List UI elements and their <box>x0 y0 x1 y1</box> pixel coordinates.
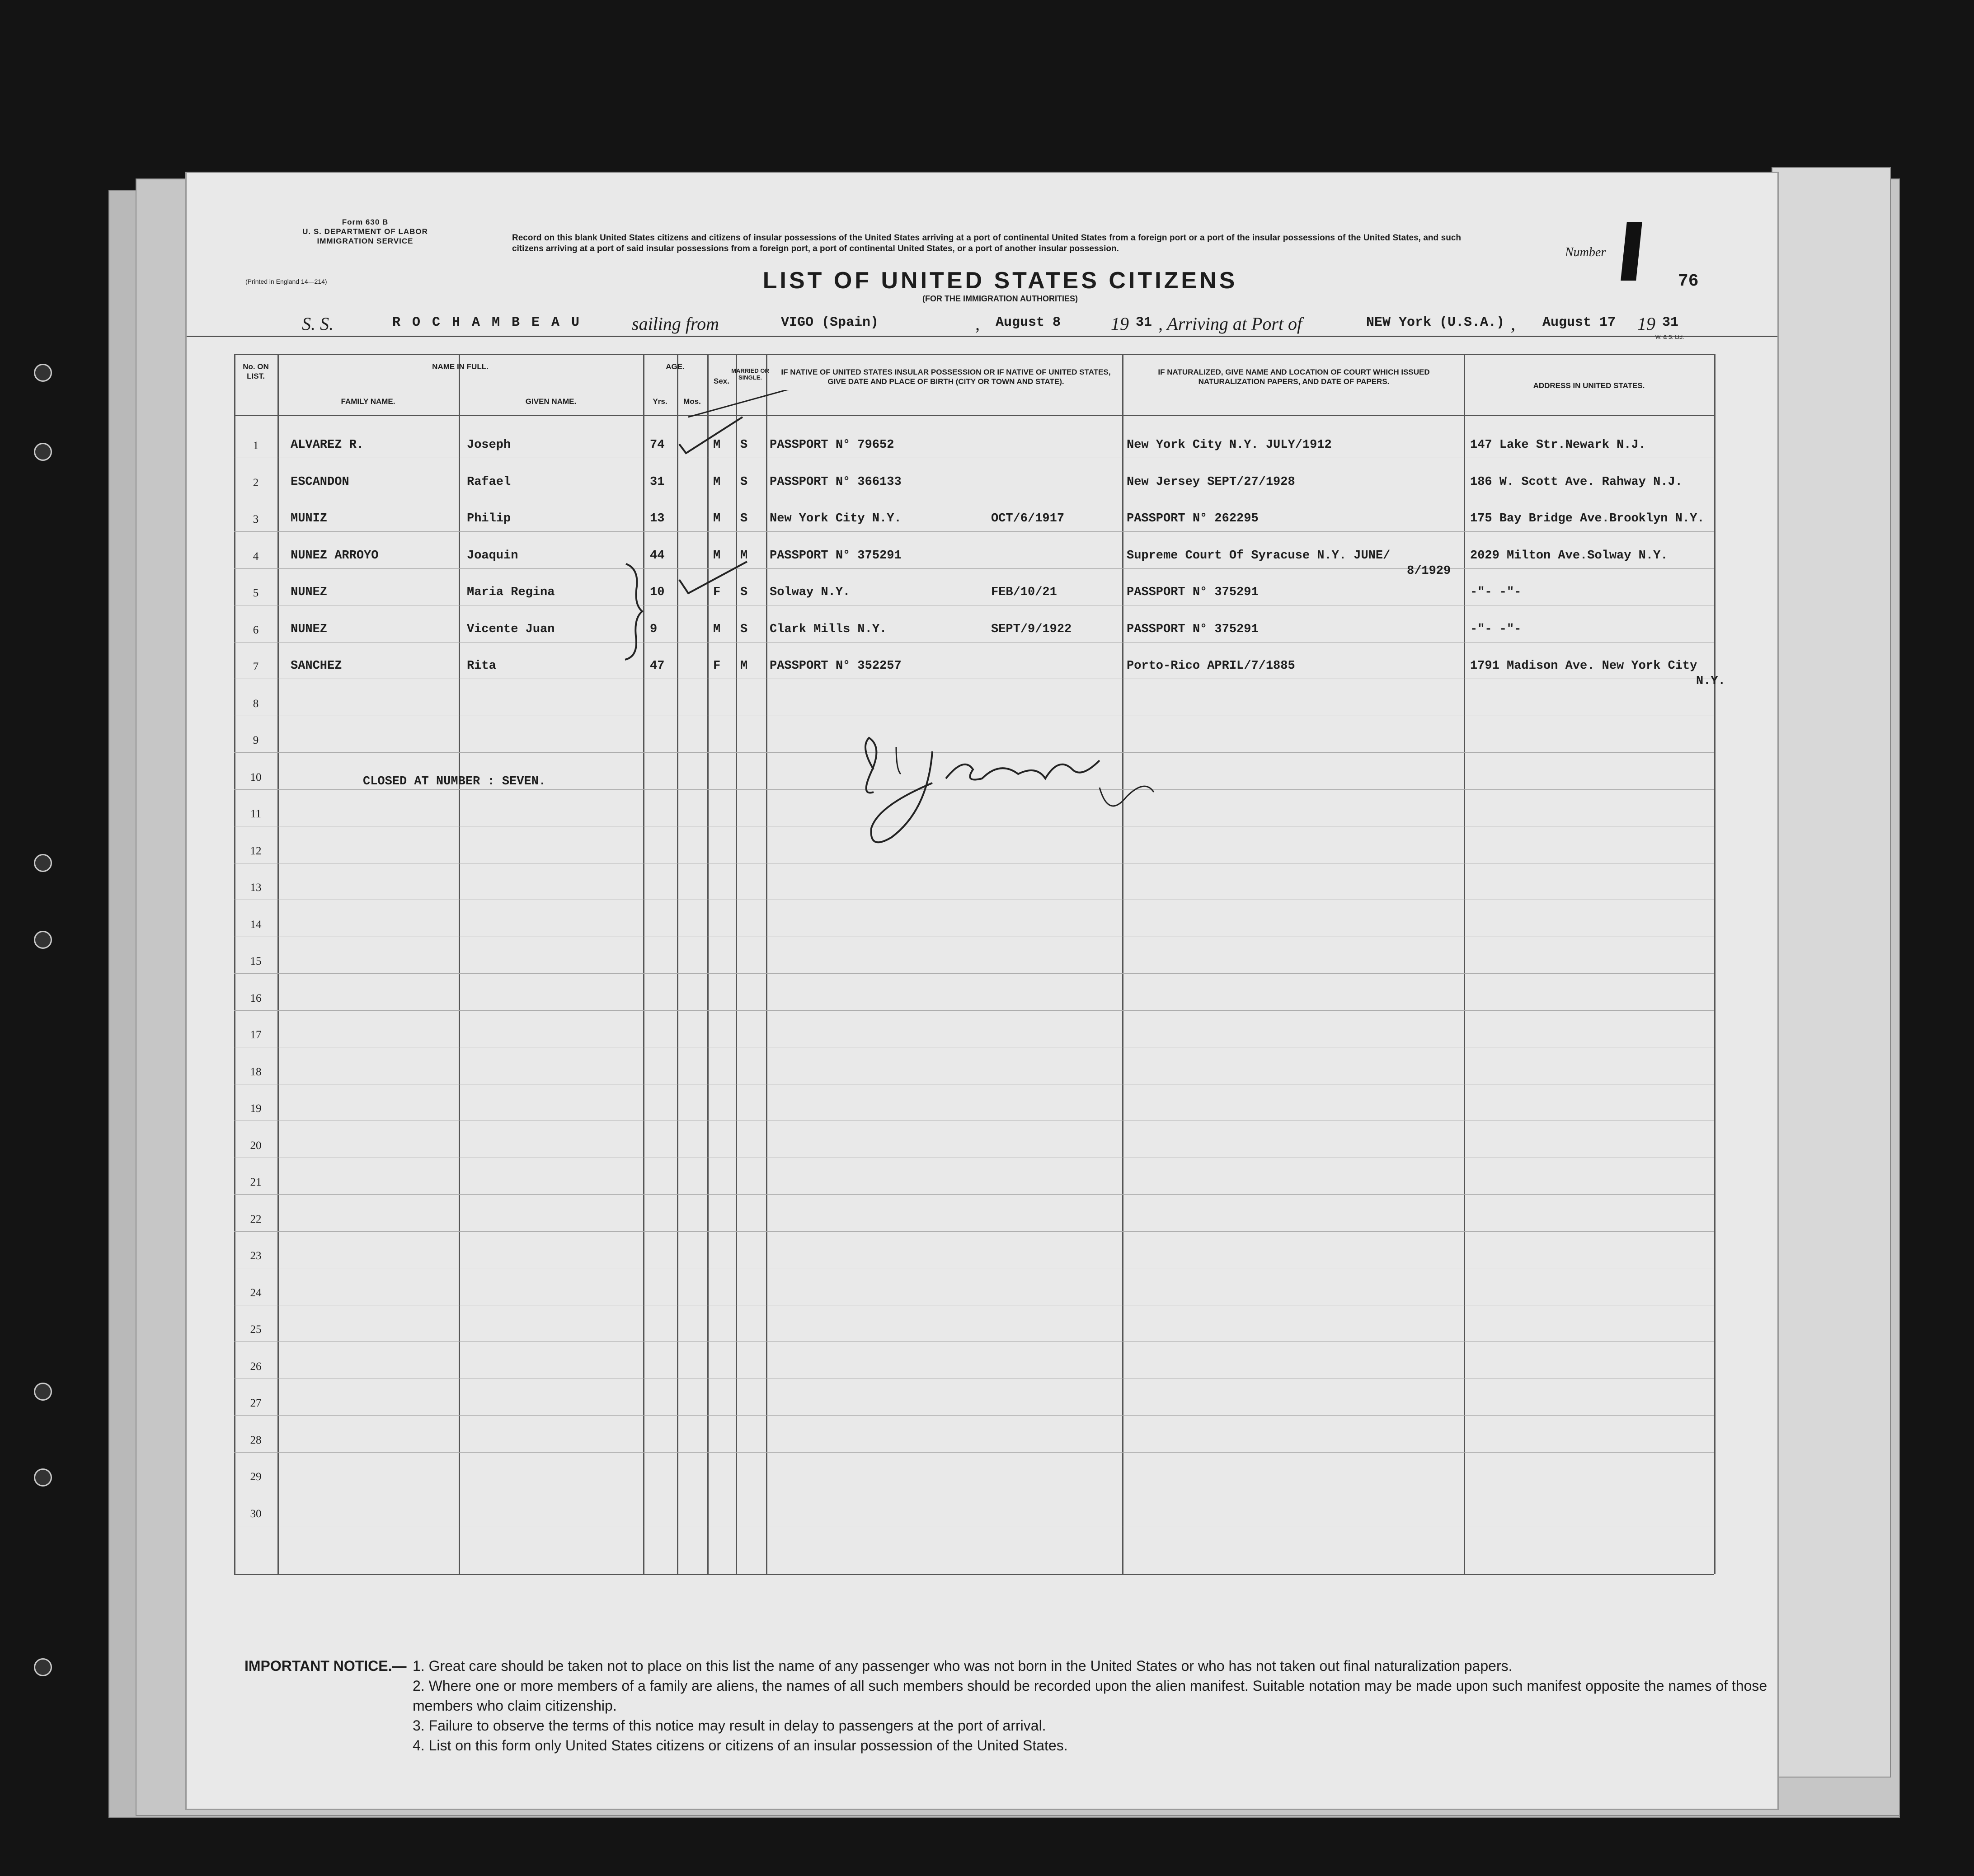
given-name-cell: Vicente Juan <box>467 622 555 636</box>
line-number: 10 <box>250 771 262 783</box>
ruled-line <box>234 1452 1714 1453</box>
birth-place-cell: Solway N.Y. <box>770 586 851 599</box>
notice-item-4: 4. List on this form only United States citizens or citizens of an insular possession of the United States. <box>413 1737 1068 1754</box>
family-name-cell: NUNEZ <box>291 622 328 636</box>
line-number: 11 <box>250 808 262 820</box>
line-number: 5 <box>253 587 259 599</box>
year-prefix-2: 19 <box>1637 314 1655 334</box>
sex-cell: M <box>713 549 721 563</box>
col-line <box>1464 354 1465 1574</box>
comma-2: , <box>1511 314 1515 334</box>
binder-hole <box>34 1383 52 1401</box>
page-number: 76 <box>1678 272 1699 291</box>
sailing-label: sailing from <box>632 314 719 334</box>
line-number: 7 <box>253 661 259 673</box>
comma-1: , <box>975 314 980 334</box>
binder-hole <box>34 364 52 382</box>
family-name-cell: NUNEZ <box>291 586 328 599</box>
line-number: 18 <box>250 1065 262 1078</box>
header-no-on-list: No. ON LIST. <box>243 362 269 380</box>
ruled-line <box>234 1341 1714 1342</box>
header-married-single: MARRIED OR SINGLE. <box>731 367 769 381</box>
marital-status-cell: M <box>740 549 748 563</box>
binder-hole <box>34 443 52 461</box>
line-number: 28 <box>250 1434 262 1446</box>
birth-place-cell: PASSPORT N° 375291 <box>770 549 902 563</box>
naturalization-cell: PASSPORT N° 375291 <box>1127 586 1259 599</box>
age-years-cell: 9 <box>650 622 658 636</box>
ruled-line <box>234 1415 1714 1416</box>
important-notice-lead: IMPORTANT NOTICE.— <box>244 1658 407 1674</box>
col-line <box>459 354 460 1574</box>
sex-cell: M <box>713 512 721 525</box>
line-number: 2 <box>253 476 259 489</box>
naturalization-cell: PASSPORT N° 262295 <box>1127 512 1259 525</box>
inspector-signature <box>828 729 1172 864</box>
binder-hole <box>34 931 52 949</box>
sex-cell: F <box>713 586 721 599</box>
line-number: 4 <box>253 550 259 563</box>
line-number: 24 <box>250 1286 262 1299</box>
sex-cell: M <box>713 622 721 636</box>
address-cont-cell: N.Y. <box>1696 675 1725 688</box>
birth-date-cell: SEPT/9/1922 <box>991 622 1072 636</box>
form-header <box>275 217 456 246</box>
given-name-cell: Rafael <box>467 475 511 489</box>
line-number: 15 <box>250 955 262 967</box>
printer-mark: W. & S. Ltd. <box>1655 334 1684 340</box>
header-naturalized: IF NATURALIZED, GIVE NAME AND LOCATION OF COURT WHICH ISSUED NATURALIZATION PAPERS, AND DATE OF PAPERS. <box>1158 368 1430 386</box>
arrival-year: 31 <box>1662 315 1679 330</box>
sex-cell: F <box>713 659 721 673</box>
age-years-cell: 13 <box>650 512 665 525</box>
line-number: 14 <box>250 918 262 931</box>
line-number: 21 <box>250 1176 262 1188</box>
header-name-in-full: NAME IN FULL. <box>432 362 489 371</box>
header-address: ADDRESS IN UNITED STATES. <box>1533 381 1645 390</box>
sex-cell: M <box>713 475 721 489</box>
given-name-cell: Joseph <box>467 438 511 452</box>
ruled-line <box>234 531 1714 532</box>
line-number: 23 <box>250 1250 262 1262</box>
header-top-line <box>234 354 1714 355</box>
address-cell: 186 W. Scott Ave. Rahway N.J. <box>1470 475 1683 489</box>
age-years-cell: 10 <box>650 586 665 599</box>
address-cell: 2029 Milton Ave.Solway N.Y. <box>1470 549 1668 563</box>
address-cell: -"- -"- <box>1470 622 1522 636</box>
marital-status-cell: S <box>740 586 748 599</box>
naturalization-cell: New Jersey SEPT/27/1928 <box>1127 475 1295 489</box>
address-cell: -"- -"- <box>1470 586 1522 599</box>
given-name-cell: Philip <box>467 512 511 525</box>
ruled-line <box>234 1010 1714 1011</box>
department: U. S. DEPARTMENT OF LABOR <box>302 227 428 236</box>
line-number: 1 <box>253 440 259 452</box>
line-number: 30 <box>250 1507 262 1520</box>
header-yrs: Yrs. <box>653 397 667 406</box>
ruled-line <box>234 1231 1714 1232</box>
family-name-cell: ALVAREZ R. <box>291 438 364 452</box>
year-prefix-1: 19 <box>1111 314 1129 334</box>
ruled-line <box>234 973 1714 974</box>
closed-at-number: CLOSED AT NUMBER : SEVEN. <box>363 775 546 788</box>
address-cell: 1791 Madison Ave. New York City <box>1470 659 1697 673</box>
line-number: 16 <box>250 992 262 1004</box>
service: IMMIGRATION SERVICE <box>317 237 414 245</box>
age-years-cell: 44 <box>650 549 665 563</box>
naturalization-cell: PASSPORT N° 375291 <box>1127 622 1259 636</box>
given-name-cell: Maria Regina <box>467 586 555 599</box>
given-name-cell: Rita <box>467 659 496 673</box>
naturalization-cell: New York City N.Y. JULY/1912 <box>1127 438 1332 452</box>
list-number-handwritten <box>1621 222 1642 281</box>
ruled-line <box>234 642 1714 643</box>
birth-date-cell: FEB/10/21 <box>991 586 1057 599</box>
line-number: 17 <box>250 1029 262 1041</box>
record-notice: Record on this blank United States citizens and citizens of insular possessions of the United States arriving at a port of continental United States from a foreign port or a port of the insular possessions of the United States, and such citizens arriving at a port of said insular possessions from a foreign port, a port of continental United States, or a port of another insular possession. <box>512 233 1461 253</box>
birth-date-cell: OCT/6/1917 <box>991 512 1065 525</box>
line-number: 29 <box>250 1471 262 1483</box>
marital-status-cell: S <box>740 622 748 636</box>
ss-label: S. S. <box>302 314 334 334</box>
notice-item-3: 3. Failure to observe the terms of this notice may result in delay to passengers at the port of arrival. <box>413 1717 1046 1734</box>
notice-item-2: 2. Where one or more members of a family are aliens, the names of all such members should be recorded upon the alien manifest. Suitable notation may be made upon such manifest opposite the names of those members who claim citizenship. <box>413 1678 1767 1714</box>
age-years-cell: 31 <box>650 475 665 489</box>
important-notice <box>244 1656 1772 1754</box>
printed-in: (Printed in England 14—214) <box>245 278 327 285</box>
departure-port: VIGO (Spain) <box>781 315 879 330</box>
line-number: 20 <box>250 1139 262 1152</box>
binder-hole <box>34 1468 52 1487</box>
number-label: Number <box>1565 245 1606 259</box>
line-number: 19 <box>250 1102 262 1115</box>
age-years-cell: 47 <box>650 659 665 673</box>
arriving-label: , Arriving at Port of <box>1158 314 1302 334</box>
col-line <box>1714 354 1716 1574</box>
header-birth: IF NATIVE OF UNITED STATES INSULAR POSSESSION OR IF NATIVE OF UNITED STATES, GIVE DATE AND PLACE OF BIRTH (CITY OR TOWN AND STATE). <box>781 368 1111 386</box>
line-number: 12 <box>250 844 262 857</box>
birth-place-cell: New York City N.Y. <box>770 512 902 525</box>
ruled-line <box>234 1194 1714 1195</box>
given-name-cell: Joaquin <box>467 549 518 563</box>
line-number: 25 <box>250 1323 262 1336</box>
marital-status-cell: S <box>740 512 748 525</box>
birth-place-cell: PASSPORT N° 366133 <box>770 475 902 489</box>
manifest-sheet <box>185 172 1779 1810</box>
naturalization-cell: Supreme Court Of Syracuse N.Y. JUNE/ <box>1127 549 1391 563</box>
header-family-name: FAMILY NAME. <box>341 397 395 406</box>
birth-place-cell: PASSPORT N° 352257 <box>770 659 902 673</box>
header-given-name: GIVEN NAME. <box>525 397 577 406</box>
col-line <box>277 354 279 1574</box>
line-number: 13 <box>250 882 262 894</box>
line-number: 8 <box>253 697 259 710</box>
birth-place-cell: PASSPORT N° 79652 <box>770 438 894 452</box>
marital-status-cell: S <box>740 475 748 489</box>
page-subtitle: (FOR THE IMMIGRATION AUTHORITIES) <box>922 294 1078 303</box>
header-bottom-line <box>234 415 1714 416</box>
line-number: 6 <box>253 624 259 636</box>
family-name-cell: SANCHEZ <box>291 659 342 673</box>
arrival-port: NEW York (U.S.A.) <box>1366 315 1505 330</box>
line-number: 26 <box>250 1360 262 1373</box>
col-line <box>643 354 644 1574</box>
paper-stack-right-edge <box>1772 167 1891 1778</box>
table-bottom-line <box>234 1574 1714 1575</box>
form-number: Form 630 B <box>342 218 389 226</box>
line-number: 22 <box>250 1213 262 1225</box>
marital-status-cell: S <box>740 438 748 452</box>
family-name-cell: NUNEZ ARROYO <box>291 549 379 563</box>
naturalization-cell: Porto-Rico APRIL/7/1885 <box>1127 659 1295 673</box>
family-bracket <box>620 559 648 663</box>
ship-name: R O C H A M B E A U <box>392 315 582 330</box>
ruled-line <box>234 568 1714 569</box>
family-name-cell: ESCANDON <box>291 475 349 489</box>
address-cell: 175 Bay Bridge Ave.Brooklyn N.Y. <box>1470 512 1705 525</box>
line-number: 3 <box>253 513 259 525</box>
age-years-cell: 74 <box>650 438 665 452</box>
line-number: 9 <box>253 734 259 746</box>
line-number: 27 <box>250 1397 262 1409</box>
naturalization-cont-cell: 8/1929 <box>1407 564 1451 578</box>
sex-cell: M <box>713 438 721 452</box>
departure-date: August 8 <box>996 315 1061 330</box>
arrival-date: August 17 <box>1542 315 1616 330</box>
address-cell: 147 Lake Str.Newark N.J. <box>1470 438 1646 452</box>
header-age: AGE. <box>666 362 685 371</box>
voyage-line <box>187 309 1777 337</box>
birth-place-cell: Clark Mills N.Y. <box>770 622 887 636</box>
col-line <box>1122 354 1123 1574</box>
binder-hole <box>34 854 52 872</box>
check-marks <box>675 390 824 643</box>
binder-hole <box>34 1658 52 1676</box>
page-title: LIST OF UNITED STATES CITIZENS <box>762 267 1238 294</box>
marital-status-cell: M <box>740 659 748 673</box>
header-sex: Sex. <box>714 377 729 385</box>
notice-item-1: 1. Great care should be taken not to place on this list the name of any passenger who was not born in the United States or who has not taken out final naturalization papers. <box>413 1658 1513 1674</box>
departure-year: 31 <box>1136 315 1152 330</box>
header-mos: Mos. <box>683 397 701 406</box>
family-name-cell: MUNIZ <box>291 512 328 525</box>
